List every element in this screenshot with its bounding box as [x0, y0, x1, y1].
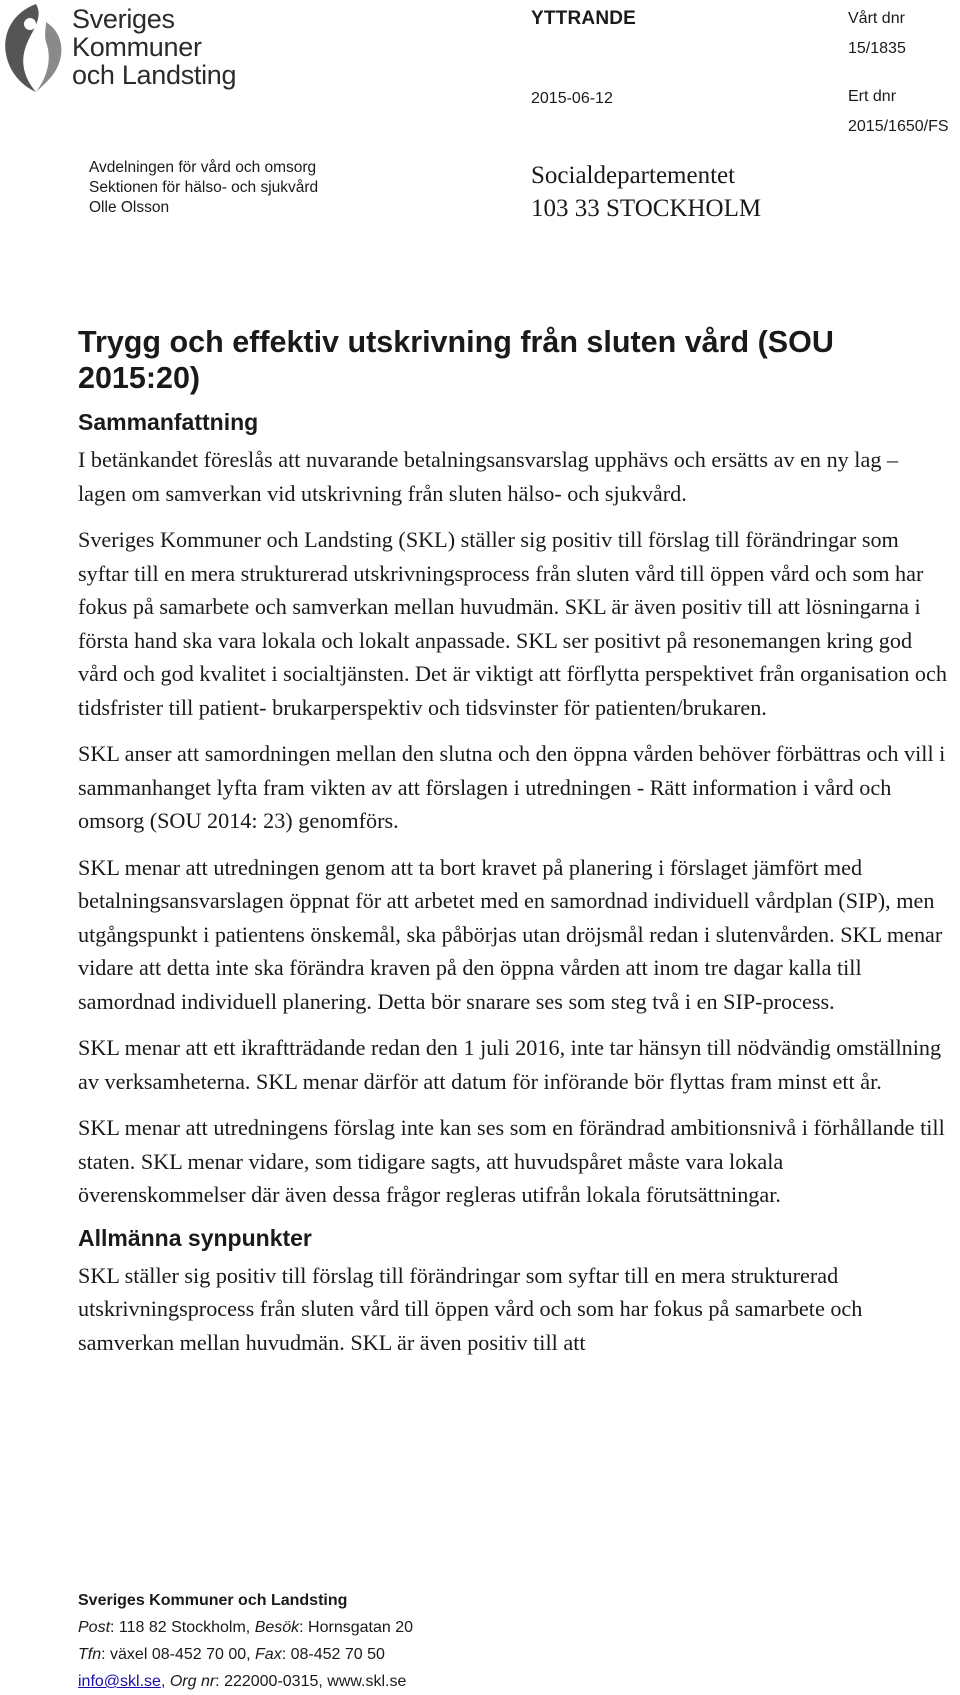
footer-orgnr: : 222000-0315, [215, 1673, 328, 1690]
footer-address-line [78, 1614, 413, 1641]
paragraph: I betänkandet föreslås att nuvarande betalningsansvarslag upphävs och ersätts av en ny lag – lagen om samverkan vid utskrivning från sluten hälso- och sjukvård. [78, 447, 899, 506]
our-ref-label: Vårt dnr [848, 10, 905, 27]
footer-visit: : Hornsgatan 20 [299, 1619, 414, 1636]
sender-section: Sektionen för hälso- och sjukvård [89, 179, 319, 196]
recipient-name: Socialdepartementet [531, 162, 736, 189]
footer-web: www.skl.se [327, 1673, 407, 1690]
your-ref-value: 2015/1650/FS [848, 118, 949, 135]
logo-text-line-3: och Landsting [72, 60, 237, 90]
sender-person: Olle Olsson [89, 199, 170, 216]
footer-orgnr-label: Org nr [169, 1673, 216, 1690]
your-ref-label: Ert dnr [848, 88, 897, 105]
paragraph: SKL anser att samordningen mellan den slutna och den öppna vården behöver förbättras och vill i sammanhanget lyfta fram vikten av att förslagen i utredningen - Rätt information i vård och omsorg (SOU 2014: 23) genomförs. [78, 741, 946, 833]
paragraph: SKL ställer sig positiv till förslag till förändringar som syftar till en mera strukturerad utskrivningsprocess från sluten vård till öppen vård och som har fokus på samarbete och samverkan mellan huvudmän. SKL är även positiv till att [78, 1262, 863, 1355]
paragraph: SKL menar att utredningens förslag inte kan ses som en förändrad ambitionsnivå i förhållande till staten. SKL menar vidare, som tidigare sagts, att huvudspåret måste vara lokala överenskommelser där även dessa frågor regleras utifrån lokala förutsättningar. [78, 1115, 945, 1207]
logo-text-line-1: Sveriges [72, 4, 175, 34]
footer-phone-line [78, 1641, 413, 1668]
logo-emblem-icon [0, 0, 72, 96]
paragraph: Sveriges Kommuner och Landsting (SKL) ställer sig positiv till förslag till förändringar som syftar till en mera strukturerad utskrivningsprocess från sluten vård till öppen vård och som har fokus på samarbete och samverkan mellan huvudmän. SKL är även positiv till att lösningarna i första hand ska vara lokala och lokalt anpassade. SKL ser positivt på resonemangen kring god vård och god kvalitet i socialtjänsten. Det är viktigt att förflytta perspektivet från organisation och tidsfrister till patient- brukarperspektiv och tidsvinster för patienten/brukaren. [78, 527, 947, 720]
footer-phone-label: Tfn [78, 1646, 102, 1663]
page-footer [78, 1587, 413, 1695]
section-heading-general-views: Allmänna synpunkter [78, 1224, 312, 1251]
sender-block [89, 158, 318, 218]
footer-post: : 118 82 Stockholm, [110, 1619, 255, 1636]
footer-org-name: Sveriges Kommuner och Landsting [78, 1592, 348, 1609]
footer-fax-label: Fax [255, 1646, 282, 1663]
section-heading-summary: Sammanfattning [78, 409, 259, 435]
our-ref-value: 15/1835 [848, 40, 906, 57]
footer-post-label: Post [78, 1619, 111, 1636]
document-type: YTTRANDE [531, 8, 637, 29]
footer-email-link[interactable]: info@skl.se [78, 1673, 161, 1690]
document-date: 2015-06-12 [531, 90, 613, 107]
organization-logo [0, 0, 240, 96]
paragraph: SKL menar att ett ikraftträdande redan den 1 juli 2016, inte tar hänsyn till nödvändig omställning av verksamheterna. SKL menar därför att datum för införande bör flyttas fram minst ett år. [78, 1035, 942, 1094]
sender-department: Avdelningen för vård och omsorg [89, 159, 317, 176]
document-body [78, 324, 948, 1372]
footer-visit-label: Besök [254, 1619, 300, 1636]
logo-text-line-2: Kommuner [72, 32, 202, 62]
paragraph: SKL menar att utredningen genom att ta bort kravet på planering i förslaget jämfört med betalningsansvarslagen öppnat för att arbetet med en samordnad individuell vårdplan (SIP), men utgångspunkt i patientens önskemål, ska påbörjas utan dröjsmål redan i slutenvården. SKL menar vidare att detta inte ska förändra kraven på den öppna vården att inom tre dagar kalla till samordnad individuell planering. Detta bör snarare ses som steg två i en SIP-process. [78, 854, 943, 1014]
footer-sep: , [160, 1673, 170, 1690]
recipient-address [531, 159, 761, 225]
document-title: Trygg och effektiv utskrivning från sluten vård (SOU 2015:20) [78, 325, 834, 395]
recipient-postal-address: 103 33 STOCKHOLM [531, 195, 762, 222]
footer-contact-line [78, 1668, 413, 1695]
footer-phone: : växel 08-452 70 00, [101, 1646, 256, 1663]
footer-fax: : 08-452 70 50 [281, 1646, 385, 1663]
